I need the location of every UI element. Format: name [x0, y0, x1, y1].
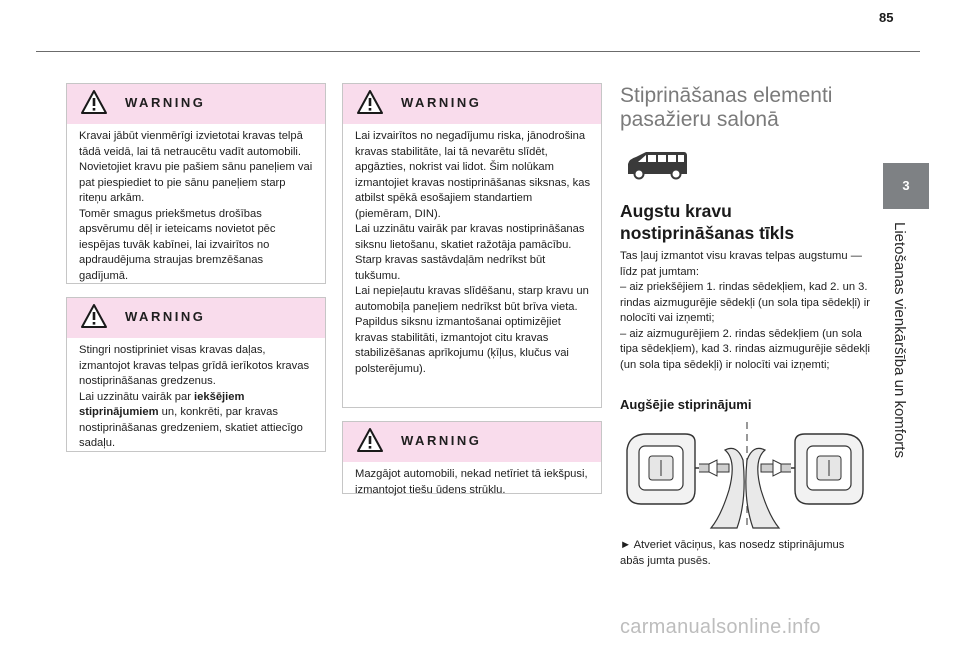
warning-label: WARNING — [125, 95, 206, 110]
watermark[interactable]: carmanualsonline.info — [620, 616, 821, 638]
warning-box-1 — [66, 83, 326, 284]
top-divider — [36, 51, 920, 52]
chapter-title — [874, 210, 924, 540]
section-title: Stiprināšanas elementi pasažieru salonā — [620, 84, 833, 131]
warning-triangle-icon — [356, 89, 384, 115]
intro-text: Tas ļauj izmantot visu kravas telpas augstumu — līdz pat jumtam: – aiz priekšējiem 1. rindas sēdekļiem, kad 2. un 3. rindas aizmugurējie sēdekļi (un sola tipa sēdekļi) ir nolocīti vai izņemti; – aiz aizmugurējiem 2. rindas sēdekļiem (un sola tipa sēdekļiem), kad 3. rindas aizmugurējie sēdekļi (un sola tipa sēdekļi) ir nolocīti vai izņemti; — [620, 250, 870, 371]
warning-text: Lai izvairītos no negadījumu riska, jānodrošina kravas stabilitāte, lai tā nevarētu slīdēt, apgāzties, nokrist vai lidot. Šim nolūkam izmantojiet kravas nostiprināšanas siksnas, kas atbilst spēkā esošajiem standartiem (piemēram, DIN). Lai uzzinātu vairāk par kravas nostiprināšanas siksnu lietošanu, skatiet ražotāja pamācību. Starp kravas sastāvdaļām nedrīkst būt tukšumu. Lai nepieļautu kravas slīdēšanu, starp kravu un automobiļa paneļiem nedrīkst būt brīva vieta. Papildus siksnu izmantošanai optimizējiet kravas stabilitāti, izmantojot citu kravas stabilizēšanas aprīkojumu (ķīļus, klučus vai polsterējumu). — [355, 130, 591, 375]
warning-text-part: un, konkrēti, par kravas nostiprināšanas gredzeniem, skatiet attiecīgo sadaļu. — [79, 406, 303, 449]
warning-triangle-icon — [80, 89, 108, 115]
warning-text: Mazgājot automobili, nekad netīriet tā iekšpusi, izmantojot tiešu ūdens strūklu. — [355, 468, 588, 496]
warning-box-3 — [342, 83, 602, 408]
internal-fixings-link[interactable]: iekšējiem stiprinājumiem — [79, 390, 245, 418]
chapter-title-text: Lietošanas vienkāršība un komforts — [891, 222, 908, 458]
warning-box-2 — [66, 297, 326, 452]
warning-box-4 — [342, 421, 602, 494]
warning-label: WARNING — [401, 433, 482, 448]
warning-text-part: Stingri nostipriniet visas kravas daļas, izmantojot kravas telpas grīdā ierīkotos kravas nostiprināšanas gredzenus. Lai uzzinātu vairāk par — [79, 344, 310, 403]
warning-header — [343, 84, 601, 124]
warning-text — [67, 338, 325, 452]
chapter-tab[interactable]: 3 — [883, 163, 929, 209]
page-number: 85 — [879, 10, 894, 25]
warning-triangle-icon — [356, 427, 384, 453]
step-instruction: ► Atveriet vāciņus, kas nosedz stiprinājumus abās jumta pusēs. — [620, 539, 845, 567]
warning-label: WARNING — [125, 309, 206, 324]
warning-header — [343, 422, 601, 462]
warning-label: WARNING — [401, 95, 482, 110]
warning-header — [67, 84, 325, 124]
warning-header — [67, 298, 325, 338]
subsection-title: Augstu kravu nostiprināšanas tīkls — [620, 201, 795, 243]
warning-text: Kravai jābūt vienmērīgi izvietotai kravas telpā tādā veidā, lai tā netraucētu vadīt automobili. Novietojiet kravu pie pašiem sānu paneļiem vai pat piespiediet to pie sānu paneļiem starp riteņu arkām. Tomēr smagus priekšmetus drošības apsvērumu dēļ ir ieteicams novietot pēc iespējas tuvāk kabīnei, lai izvairītos no apdraudējuma straujas bremzēšanas gadījumā. — [79, 130, 313, 282]
warning-triangle-icon — [80, 303, 108, 329]
van-seats-icon — [624, 150, 690, 180]
upper-fixings-heading: Augšējie stiprinājumi — [620, 397, 752, 412]
roof-anchor-illustration — [625, 420, 865, 530]
